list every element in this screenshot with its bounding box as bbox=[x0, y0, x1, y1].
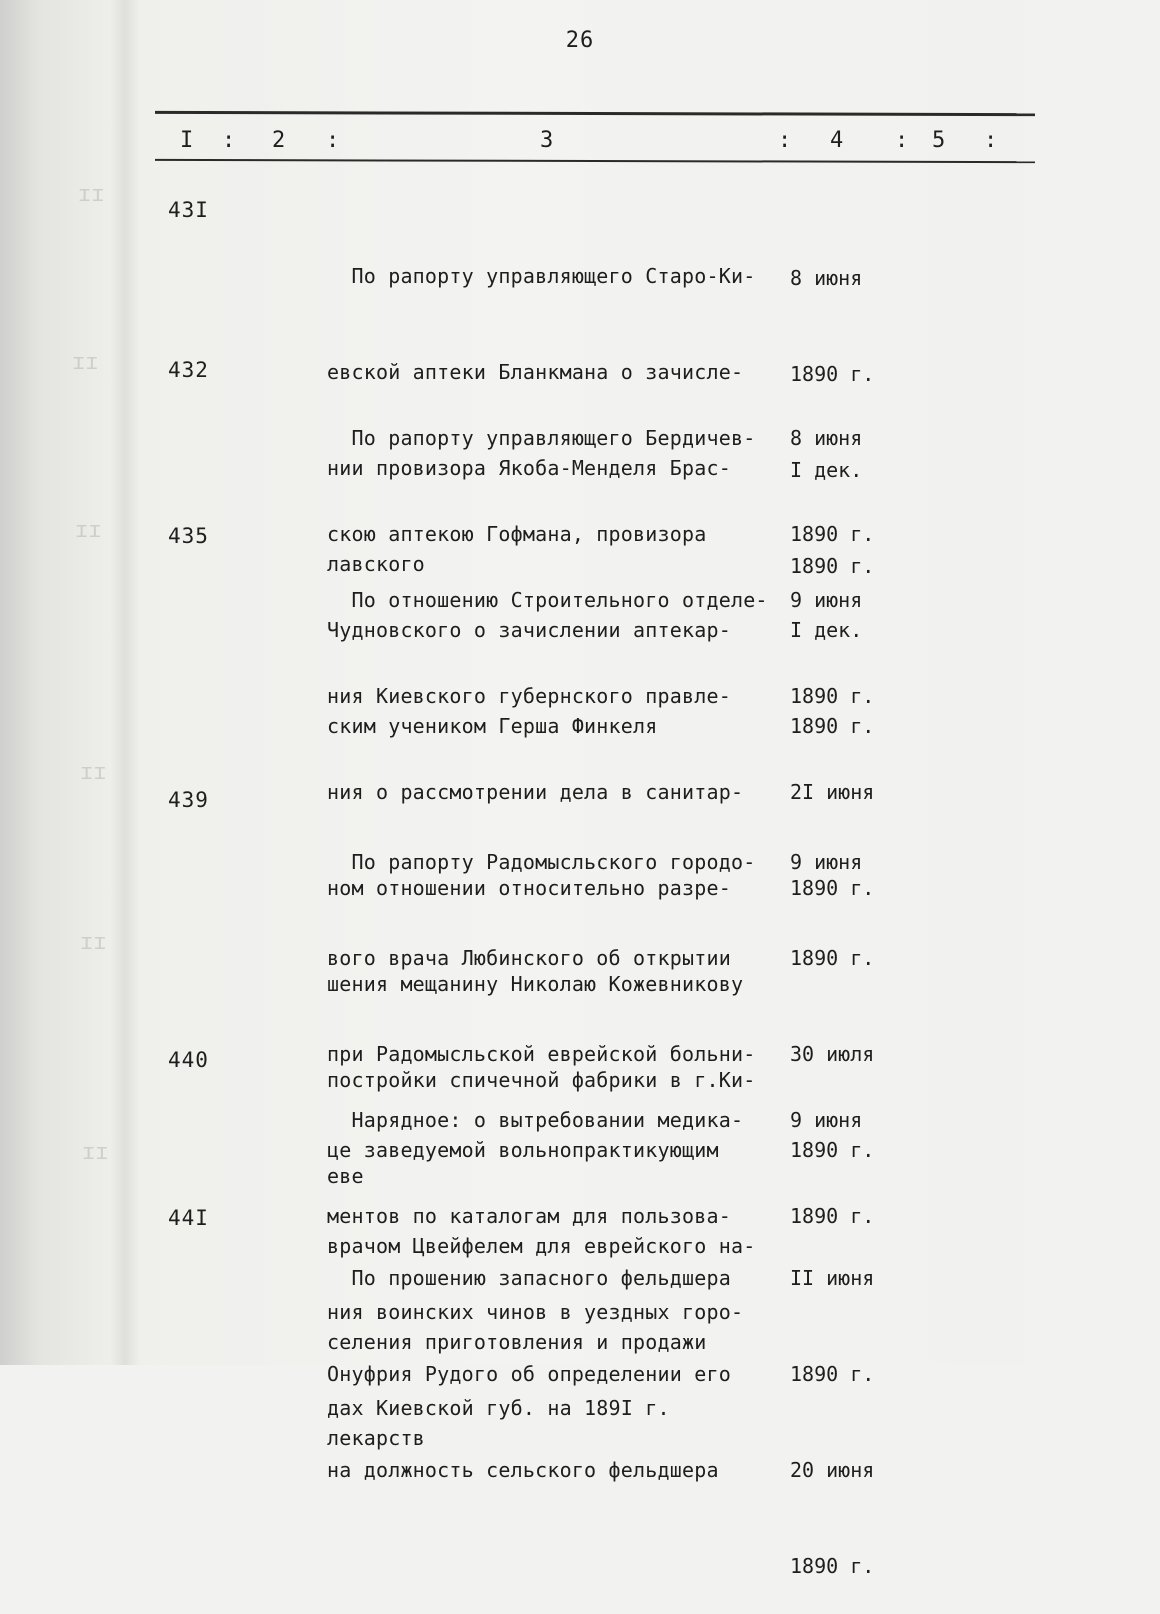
entry-number: 44I bbox=[168, 1206, 209, 1230]
description-line: еве bbox=[327, 1164, 364, 1188]
entry-number: 439 bbox=[168, 788, 209, 812]
description-line: Нарядное: о вытребовании медика- bbox=[327, 1108, 744, 1132]
description-line: вого врача Любинского об открытии bbox=[327, 946, 731, 970]
entry-number: 43I bbox=[168, 198, 209, 222]
description-line: це заведуемой вольнопрактикующим bbox=[327, 1138, 719, 1162]
description-line: ния о рассмотрении дела в санитар- bbox=[327, 780, 744, 804]
description-line: скою аптекою Гофмана, провизора bbox=[327, 522, 707, 546]
date-line: 1890 г. bbox=[790, 684, 875, 708]
column-header-separator: : bbox=[895, 128, 909, 153]
date-line: 1890 г. bbox=[790, 714, 875, 738]
description-line: ном отношении относительно разре- bbox=[327, 876, 731, 900]
entry-number: 435 bbox=[168, 524, 209, 548]
date-line: 1890 г. bbox=[790, 1204, 875, 1228]
column-header-3: 3 bbox=[540, 128, 554, 153]
description-line: ским учеником Герша Финкеля bbox=[327, 714, 658, 738]
column-header-separator: : bbox=[984, 128, 998, 153]
bleed-through-mark: ɪɪ bbox=[72, 350, 99, 375]
date-line: 9 июня bbox=[790, 850, 863, 874]
binding-shadow bbox=[110, 0, 140, 1365]
entry-dates bbox=[790, 1198, 910, 1614]
description-line: лавского bbox=[327, 552, 425, 576]
date-line: 1890 г. bbox=[790, 1554, 875, 1578]
date-line: 30 июля bbox=[790, 1042, 875, 1066]
description-line: ния Киевского губернского правле- bbox=[327, 684, 731, 708]
description-line: постройки спичечной фабрики в г.Ки- bbox=[327, 1068, 756, 1092]
date-line: I дек. bbox=[790, 458, 863, 482]
column-header-5: 5 bbox=[932, 128, 946, 153]
description-line: врачом Цвейфелем для еврейского на- bbox=[327, 1234, 756, 1258]
date-line: 1890 г. bbox=[790, 362, 875, 386]
description-line: По отношению Строительного отделе- bbox=[327, 588, 768, 612]
date-line: 1890 г. bbox=[790, 1138, 875, 1162]
description-line: селения приготовления и продажи bbox=[327, 1330, 707, 1354]
date-line: 1890 г. bbox=[790, 946, 875, 970]
bleed-through-mark: ɪɪ bbox=[80, 930, 107, 955]
column-header-separator: : bbox=[778, 128, 792, 153]
description-line: дах Киевской губ. на 189I г. bbox=[327, 1396, 670, 1420]
description-line: при Радомысльской еврейской больни- bbox=[327, 1042, 756, 1066]
date-line: 20 июня bbox=[790, 1458, 875, 1482]
date-line: 1890 г. bbox=[790, 522, 875, 546]
date-line: 1890 г. bbox=[790, 554, 875, 578]
column-header-4: 4 bbox=[830, 128, 844, 153]
column-header-separator: : bbox=[326, 128, 340, 153]
description-line: По рапорту управляющего Бердичев- bbox=[327, 426, 756, 450]
description-line: ментов по каталогам для пользова- bbox=[327, 1204, 731, 1228]
date-line: II июня bbox=[790, 1266, 875, 1290]
bleed-through-mark: ɪɪ bbox=[75, 518, 102, 543]
column-header-1: I bbox=[180, 128, 194, 153]
description-line: Онуфрия Рудого об определении его bbox=[327, 1362, 731, 1386]
bleed-through-mark: ɪɪ bbox=[78, 182, 105, 207]
entry-description bbox=[327, 1198, 797, 1518]
date-line: 2I июня bbox=[790, 780, 875, 804]
bleed-through-mark: ɪɪ bbox=[80, 760, 107, 785]
description-line: ния воинских чинов в уездных горо- bbox=[327, 1300, 744, 1324]
description-line: По прошению запасного фельдшера bbox=[327, 1266, 731, 1290]
date-line: 1890 г. bbox=[790, 876, 875, 900]
description-line: Чудновского о зачислении аптекар- bbox=[327, 618, 731, 642]
entry-number: 432 bbox=[168, 358, 209, 382]
date-line: I дек. bbox=[790, 618, 863, 642]
description-line: нии провизора Якоба-Менделя Брас- bbox=[327, 456, 731, 480]
date-line: 8 июня bbox=[790, 426, 863, 450]
description-line: По рапорту Радомысльского городо- bbox=[327, 850, 756, 874]
column-header-separator: : bbox=[222, 128, 236, 153]
description-line: По рапорту управляющего Старо-Ки- bbox=[327, 264, 756, 288]
description-line: на должность сельского фельдшера bbox=[327, 1458, 719, 1482]
page-number: 26 bbox=[565, 28, 595, 53]
date-line: 9 июня bbox=[790, 588, 863, 612]
description-line: шения мещанину Николаю Кожевникову bbox=[327, 972, 744, 996]
description-line: лекарств bbox=[327, 1426, 425, 1450]
column-header-2: 2 bbox=[272, 128, 286, 153]
description-line: евской аптеки Бланкмана о зачисле- bbox=[327, 360, 744, 384]
date-line: 9 июня bbox=[790, 1108, 863, 1132]
entry-number: 440 bbox=[168, 1048, 209, 1072]
date-line: 8 июня bbox=[790, 266, 863, 290]
bleed-through-mark: ɪɪ bbox=[82, 1140, 109, 1165]
date-line: 1890 г. bbox=[790, 1362, 875, 1386]
